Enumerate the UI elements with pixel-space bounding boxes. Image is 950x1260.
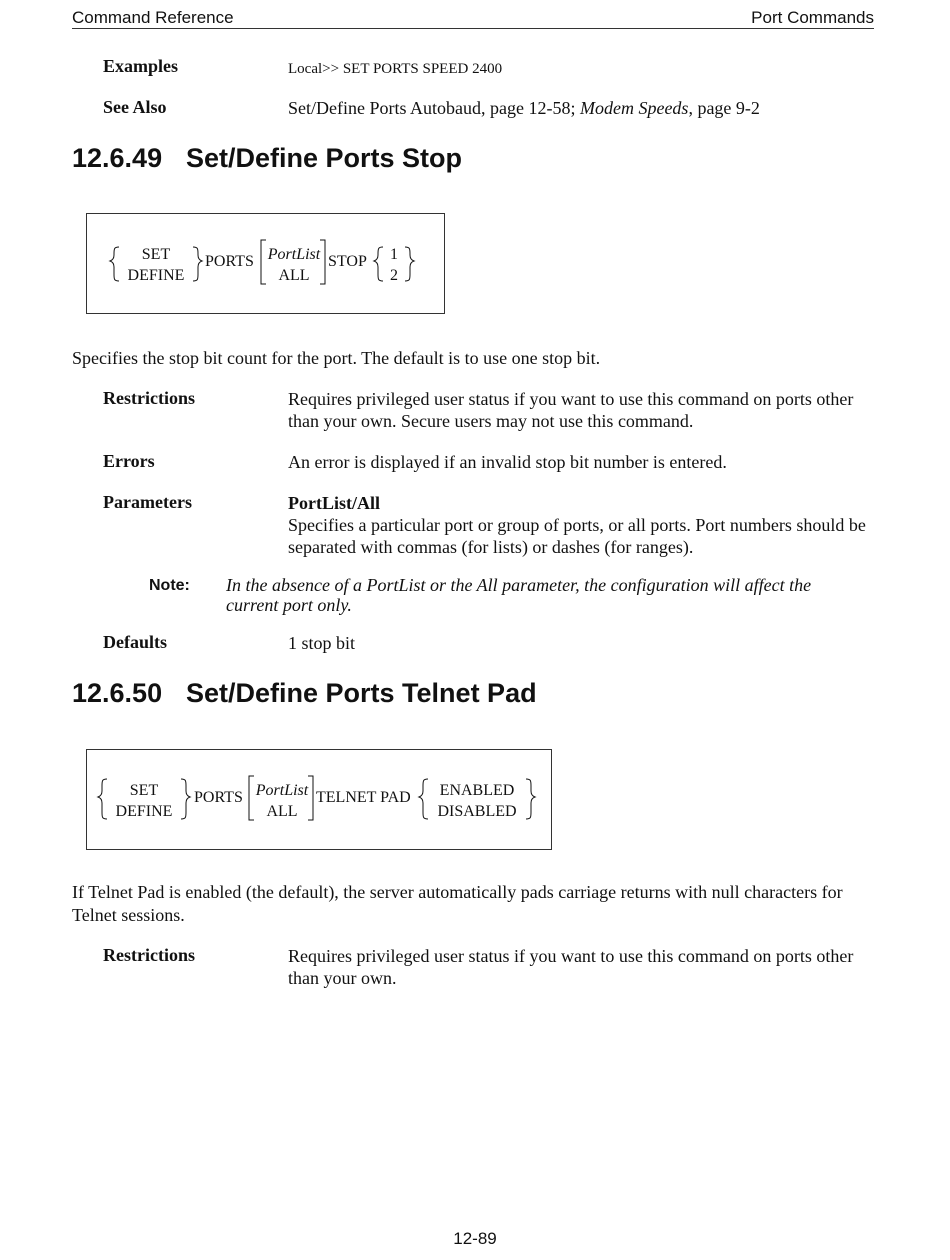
right-bracket [308, 776, 313, 820]
see-also-text-1: Set/Define Ports Autobaud, page 12-58; [288, 98, 580, 118]
syntax-keyword: TELNET PAD [316, 789, 411, 806]
note-text: In the absence of a PortList or the All parameter, the configuration will affect the current port only. [226, 575, 812, 615]
syntax-box-stop [86, 213, 445, 314]
examples-value: Local>> SET PORTS SPEED 2400 [288, 61, 503, 77]
syntax-set: SET [141, 246, 171, 263]
defaults-text: 1 stop bit [288, 633, 356, 653]
telnet-description: If Telnet Pad is enabled (the default), the server automatically pads carriage returns with null characters for Telnet sessions. [72, 882, 843, 925]
left-brace-opt [374, 247, 383, 281]
left-bracket [261, 240, 266, 284]
section-heading-stop [72, 143, 462, 174]
section-number: 12.6.49 [72, 143, 163, 173]
see-also-text-2: , page 9-2 [688, 98, 760, 118]
syntax-set: SET [129, 782, 159, 799]
syntax-portlist: PortList [267, 246, 321, 263]
left-brace [98, 779, 107, 819]
left-bracket [249, 776, 254, 820]
right-brace [193, 247, 202, 281]
header-right: Port Commands [751, 8, 874, 27]
syntax-opt2: DISABLED [437, 803, 517, 820]
examples-label: Examples [103, 56, 179, 76]
section-title: Set/Define Ports Telnet Pad [186, 678, 537, 708]
right-brace-opt [405, 247, 414, 281]
header-left: Command Reference [72, 8, 234, 27]
restrictions-label: Restrictions [103, 388, 195, 408]
right-brace [181, 779, 190, 819]
errors-label: Errors [103, 451, 155, 471]
right-bracket [320, 240, 325, 284]
parameters-block [288, 492, 878, 558]
page-header [72, 8, 874, 29]
left-brace [110, 247, 119, 281]
stop-description: Specifies the stop bit count for the port. The default is to use one stop bit. [72, 348, 601, 368]
syntax-all: ALL [278, 267, 310, 284]
param-name: PortList/All [288, 493, 380, 513]
syntax-all: ALL [266, 803, 298, 820]
telnet-restrictions-label: Restrictions [103, 945, 195, 965]
syntax-opt1: 1 [390, 246, 398, 263]
restrictions-text: Requires privileged user status if you want to use this command on ports other than your own. Secure users may not use this command. [288, 389, 854, 431]
syntax-ports: PORTS [194, 789, 243, 806]
errors-text: An error is displayed if an invalid stop bit number is entered. [288, 452, 727, 472]
left-brace-opt [419, 779, 428, 819]
see-also-label: See Also [103, 97, 167, 117]
syntax-opt2: 2 [390, 267, 398, 284]
section-title: Set/Define Ports Stop [186, 143, 463, 173]
see-also-value [288, 97, 878, 119]
telnet-restrictions-text: Requires privileged user status if you want to use this command on ports other than your own. [288, 946, 854, 988]
syntax-opt1: ENABLED [439, 782, 515, 799]
see-also-italic: Modem Speeds [579, 98, 689, 118]
syntax-portlist: PortList [255, 782, 309, 799]
syntax-keyword: STOP [328, 253, 367, 270]
parameters-label: Parameters [103, 492, 192, 512]
page-number: 12-89 [453, 1229, 497, 1248]
syntax-box-telnet [86, 749, 552, 850]
syntax-define: DEFINE [115, 803, 173, 820]
section-heading-telnet [72, 678, 537, 709]
defaults-label: Defaults [103, 632, 167, 652]
right-brace-opt [526, 779, 535, 819]
syntax-define: DEFINE [127, 267, 185, 284]
section-number: 12.6.50 [72, 678, 163, 708]
note-label: Note: [149, 577, 190, 594]
syntax-ports: PORTS [205, 253, 254, 270]
param-desc: Specifies a particular port or group of ports, or all ports. Port numbers should be separated with commas (for lists) or dashes (for ranges). [288, 515, 866, 557]
